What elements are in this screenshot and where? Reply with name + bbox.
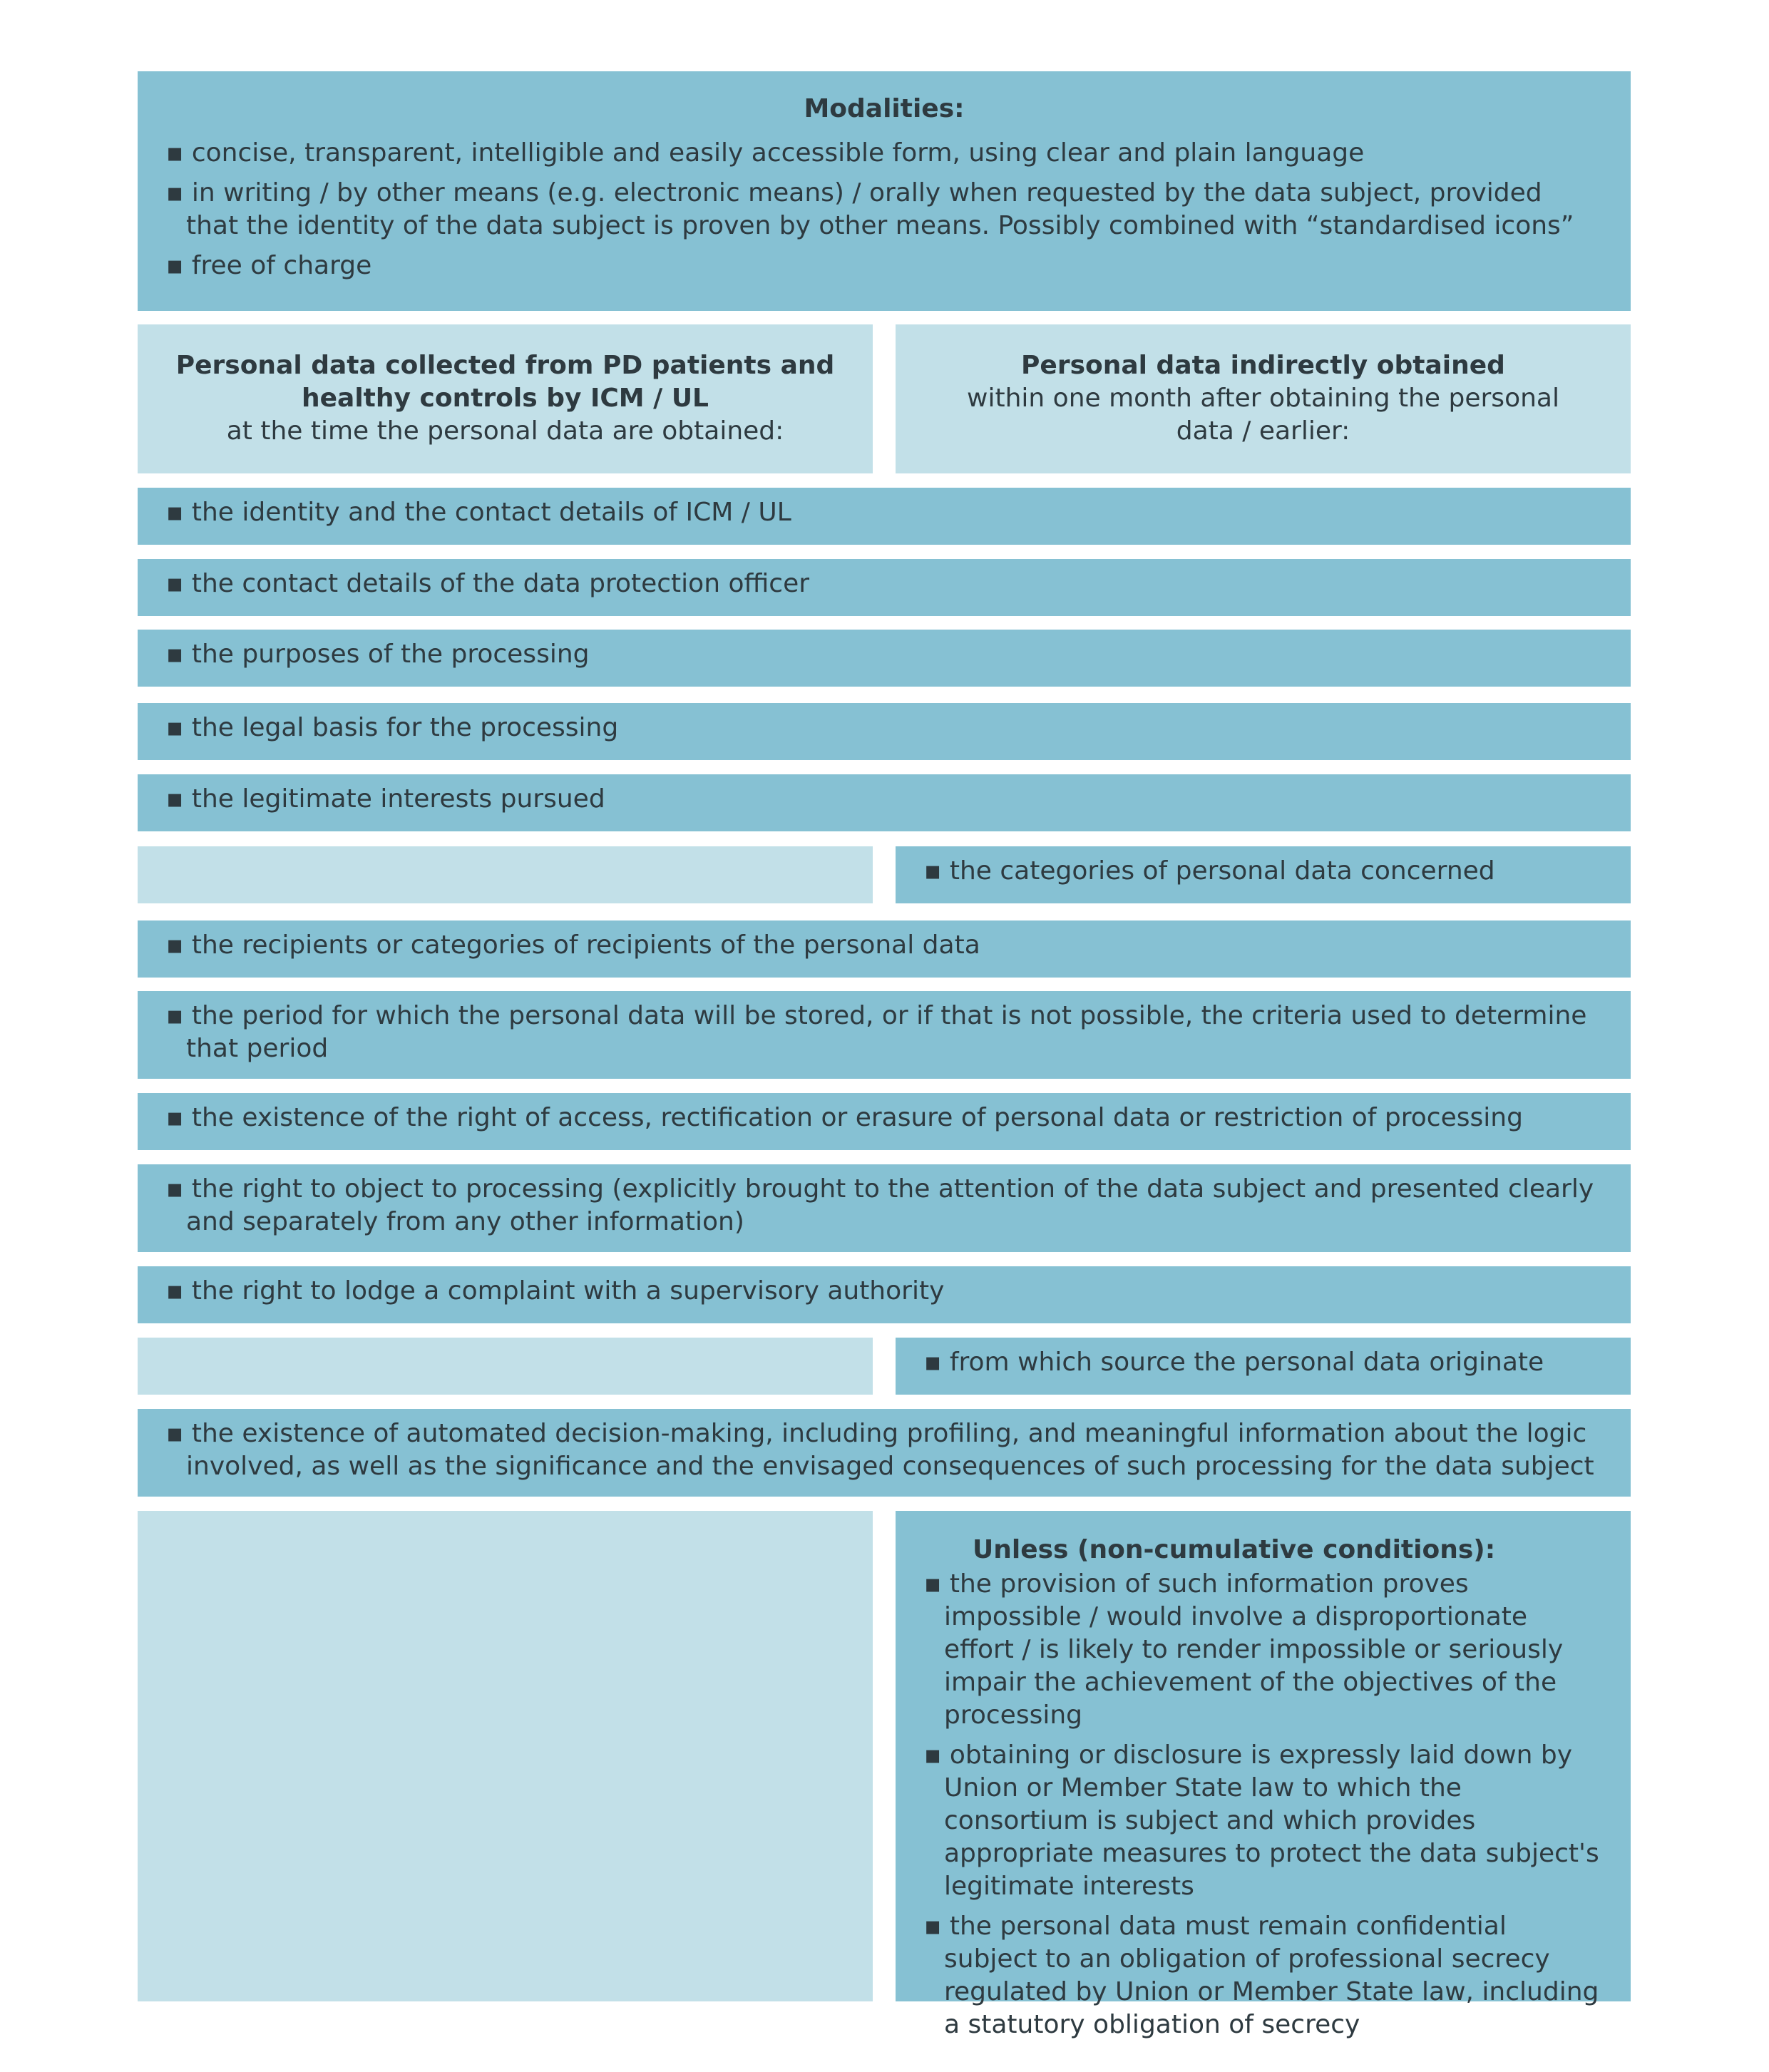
left-column-title: Personal data collected from PD patients and healthy controls by ICM / UL <box>175 351 835 413</box>
modalities-title: Modalities: <box>804 94 965 123</box>
unless-item: ▪ obtaining or disclosure is expressly laid down by Union or Member State law to which the consortium is subject and which provides appropriate measures to protect the data subject's legitimate interests <box>924 1740 1599 1901</box>
row-dpo-contact: ▪ the contact details of the data protection officer <box>138 559 1631 616</box>
row-right-of-access: ▪ the existence of the right of access, rectification or erasure of personal data or restriction of processing <box>138 1093 1631 1150</box>
empty-cell <box>138 1338 873 1395</box>
row-categories: ▪ the categories of personal data concerned <box>896 846 1631 903</box>
modalities-item: ▪ concise, transparent, intelligible and easily accessible form, using clear and plain language <box>166 138 1365 168</box>
row-source: ▪ from which source the personal data originate <box>896 1338 1631 1395</box>
left-column-subtitle: at the time the personal data are obtained: <box>226 416 784 446</box>
row-identity: ▪ the identity and the contact details of ICM / UL <box>138 488 1631 545</box>
right-column-subtitle: within one month after obtaining the personal data / earlier: <box>967 384 1559 446</box>
row-right-to-object: ▪ the right to object to processing (explicitly brought to the attention of the data subject and presented clearly and separately from any other information) <box>138 1164 1631 1252</box>
empty-cell <box>138 846 873 903</box>
unless-item: ▪ the personal data must remain confidential subject to an obligation of professional secrecy regulated by Union or Member State law, including a statutory obligation of secrecy <box>924 1912 1599 2039</box>
modalities-box <box>138 71 1631 311</box>
row-legal-basis: ▪ the legal basis for the processing <box>138 703 1631 760</box>
right-column-title: Personal data indirectly obtained <box>1021 351 1505 380</box>
unless-title: Unless (non-cumulative conditions): <box>973 1535 1496 1564</box>
empty-cell <box>138 1511 873 2001</box>
row-automated-decision: ▪ the existence of automated decision-making, including profiling, and meaningful information about the logic involved, as well as the significance and the envisaged consequences of such processing for the data subject <box>138 1409 1631 1497</box>
row-purposes: ▪ the purposes of the processing <box>138 630 1631 687</box>
row-legitimate-interests: ▪ the legitimate interests pursued <box>138 774 1631 831</box>
row-complaint: ▪ the right to lodge a complaint with a supervisory authority <box>138 1266 1631 1323</box>
modalities-item: ▪ in writing / by other means (e.g. electronic means) / orally when requested by the data subject, provided that the identity of the data subject is proven by other means. Possibly combined with “standardised icons” <box>166 178 1574 240</box>
unless-item: ▪ the provision of such information proves impossible / would involve a disproportionate effort / is likely to render impossible or seriously impair the achievement of the objectives of the processing <box>924 1569 1564 1730</box>
right-column-header <box>896 324 1631 473</box>
left-column-header <box>138 324 873 473</box>
unless-box <box>896 1511 1631 2039</box>
row-recipients: ▪ the recipients or categories of recipients of the personal data <box>138 920 1631 978</box>
modalities-item: ▪ free of charge <box>166 251 372 280</box>
row-storage-period: ▪ the period for which the personal data will be stored, or if that is not possible, the criteria used to determine that period <box>138 991 1631 1079</box>
